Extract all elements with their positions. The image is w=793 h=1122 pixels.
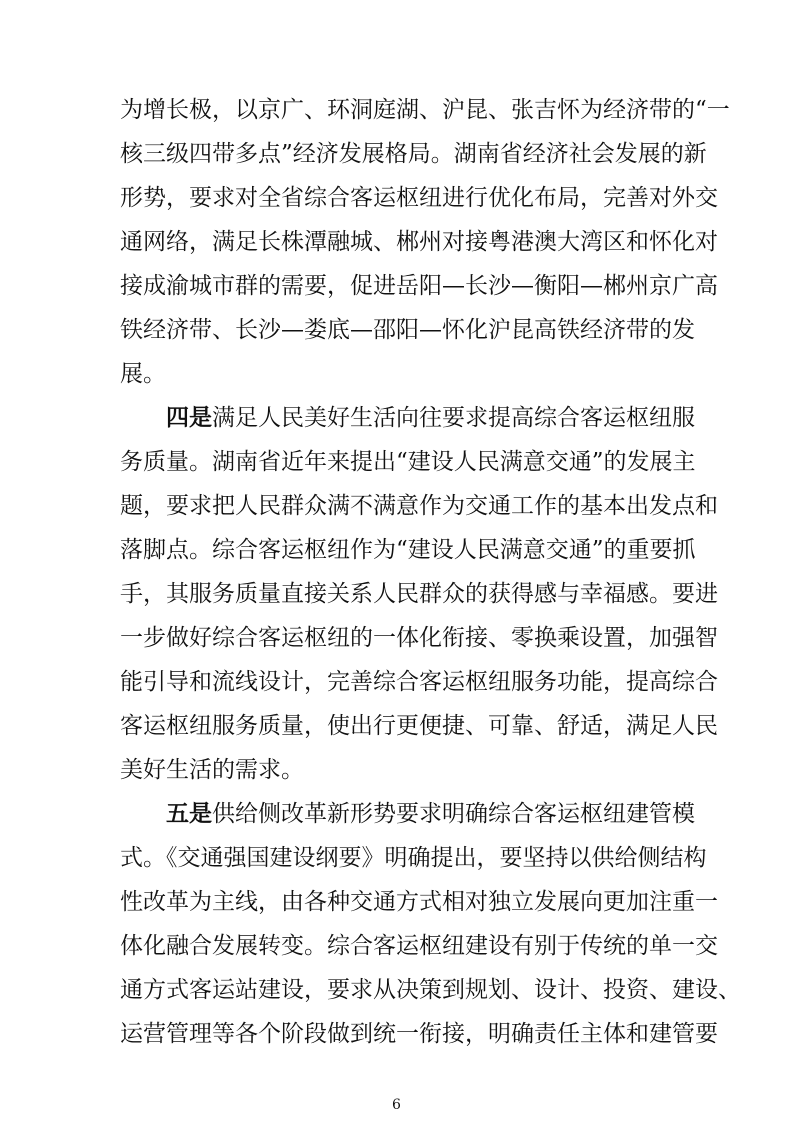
paragraph-lead: 四是 — [166, 404, 212, 431]
paragraph-first-line-text: 供给侧改革新形势要求明确综合客运枢纽建管模 — [212, 801, 695, 827]
paragraph-line: 客运枢纽服务质量，使出行更便捷、可靠、舒适，满足人民 — [120, 713, 718, 739]
paragraph-line: 落脚点。综合客运枢纽作为“建设人民满意交通”的重要抓 — [120, 537, 696, 563]
paragraph-line: 接成渝城市群的需要，促进岳阳—长沙—衡阳—郴州京广高 — [120, 273, 718, 299]
paragraph-line: 通网络，满足长株潭融城、郴州对接粤港澳大湾区和怀化对 — [120, 229, 718, 255]
paragraph-line: 性改革为主线，由各种交通方式相对独立发展向更加注重一 — [120, 889, 718, 915]
paragraph-first-line-text: 满足人民美好生活向往要求提高综合客运枢纽服 — [212, 405, 695, 431]
paragraph-lead: 五是 — [166, 800, 212, 827]
paragraph-line: 务质量。湖南省近年来提出“建设人民满意交通”的发展主 — [120, 449, 696, 475]
paragraph-line: 题，要求把人民群众满不满意作为交通工作的基本出发点和 — [120, 493, 718, 519]
paragraph-line: 一步做好综合客运枢纽的一体化衔接、零换乘设置，加强智 — [120, 625, 718, 651]
paragraph-line: 核三级四带多点”经济发展格局。湖南省经济社会发展的新 — [120, 141, 707, 167]
paragraph-line: 运营管理等各个阶段做到统一衔接，明确责任主体和建管要 — [120, 1021, 718, 1047]
page-number: 6 — [392, 1097, 401, 1113]
paragraph-line: 通方式客运站建设，要求从决策到规划、设计、投资、建设、 — [120, 977, 741, 1003]
paragraph-first-line — [166, 796, 695, 832]
paragraph-line: 式。《交通强国建设纲要》明确提出，要坚持以供给侧结构 — [120, 845, 707, 871]
paragraph-line: 体化融合发展转变。综合客运枢纽建设有别于传统的单一交 — [120, 933, 718, 959]
paragraph-first-line — [166, 400, 695, 436]
paragraph-line: 为增长极，以京广、环洞庭湖、沪昆、张吉怀为经济带的“一 — [120, 97, 730, 123]
paragraph-line: 美好生活的需求。 — [120, 757, 304, 783]
paragraph-line: 铁经济带、长沙—娄底—邵阳—怀化沪昆高铁经济带的发 — [120, 317, 695, 343]
paragraph-line: 形势，要求对全省综合客运枢纽进行优化布局，完善对外交 — [120, 185, 718, 211]
paragraph-line: 展。 — [120, 361, 166, 387]
paragraph-line: 手，其服务质量直接关系人民群众的获得感与幸福感。要进 — [120, 581, 718, 607]
paragraph-line: 能引导和流线设计，完善综合客运枢纽服务功能，提高综合 — [120, 669, 718, 695]
